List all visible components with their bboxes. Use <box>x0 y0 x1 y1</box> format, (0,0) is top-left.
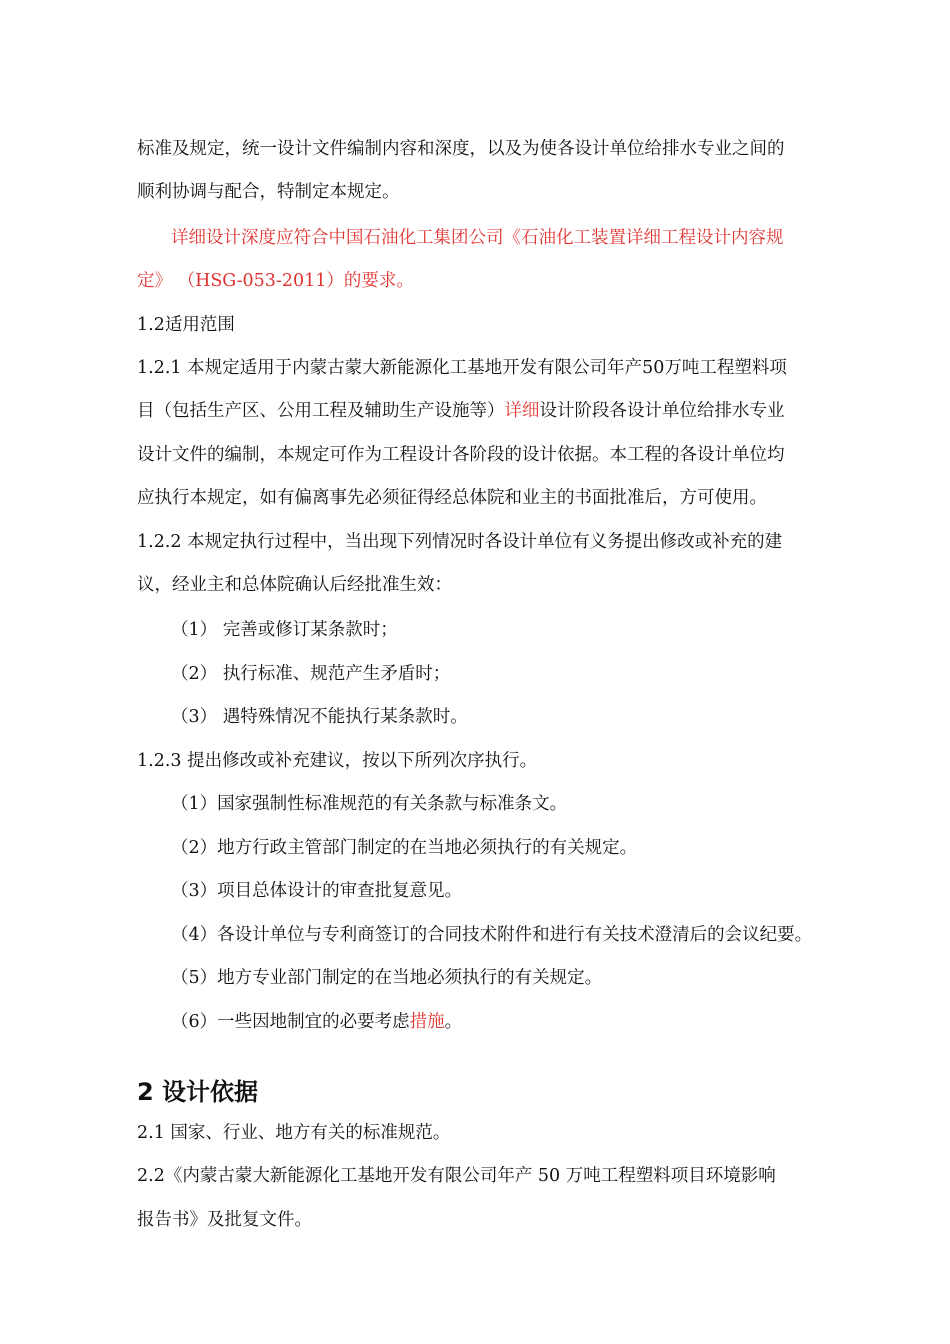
clause-line: 2.2《内蒙古蒙大新能源化工基地开发有限公司年产 50 万吨工程塑料项目环境影响 <box>137 1166 776 1186</box>
clause-line <box>137 399 785 423</box>
clause-text: 设计阶段各设计单位给排水专业 <box>539 401 785 421</box>
list-item: （3）项目总体设计的审查批复意见。 <box>171 881 463 901</box>
highlight-text: 详细 <box>504 401 540 421</box>
list-item-text: 。 <box>444 1012 463 1032</box>
clause-line: 2.1 国家、行业、地方有关的标准规范。 <box>137 1123 451 1143</box>
requirement-line: 详细设计深度应符合中国石油化工集团公司《石油化工装置详细工程设计内容规 <box>171 228 784 248</box>
list-item <box>171 1010 462 1034</box>
clause-line: 1.2.1 本规定适用于内蒙古蒙大新能源化工基地开发有限公司年产50万吨工程塑料项 <box>137 358 787 378</box>
list-item: （5）地方专业部门制定的在当地必须执行的有关规定。 <box>171 968 603 988</box>
paragraph-line: 标准及规定，统一设计文件编制内容和深度，以及为使各设计单位给排水专业之间的 <box>137 139 785 159</box>
list-item-text: （6）一些因地制宜的必要考虑 <box>171 1012 410 1032</box>
clause-line: 应执行本规定，如有偏离事先必须征得经总体院和业主的书面批准后，方可使用。 <box>137 488 767 508</box>
list-item: （2）地方行政主管部门制定的在当地必须执行的有关规定。 <box>171 838 638 858</box>
clause-line: 1.2.2 本规定执行过程中，当出现下列情况时各设计单位有义务提出修改或补充的建 <box>137 532 783 552</box>
clause-text: 目（包括生产区、公用工程及辅助生产设施等） <box>137 401 505 421</box>
requirement-line: 定》 （HSG-053-2011）的要求。 <box>137 271 414 291</box>
clause-line: 议，经业主和总体院确认后经批准生效： <box>137 575 452 595</box>
clause-line: 报告书》及批复文件。 <box>137 1210 312 1230</box>
highlight-text: 措施 <box>409 1012 445 1032</box>
section-title: 1.2适用范围 <box>137 315 235 335</box>
list-item: （3） 遇特殊情况不能执行某条款时。 <box>171 707 468 727</box>
list-item: （4）各设计单位与专利商签订的合同技术附件和进行有关技术澄清后的会议纪要。 <box>171 925 813 945</box>
clause-line: 设计文件的编制，本规定可作为工程设计各阶段的设计依据。本工程的各设计单位均 <box>137 445 785 465</box>
list-item: （2） 执行标准、规范产生矛盾时； <box>171 664 451 684</box>
list-item: （1）国家强制性标准规范的有关条款与标准条文。 <box>171 794 568 814</box>
paragraph-line: 顺利协调与配合，特制定本规定。 <box>137 182 400 202</box>
clause-line: 1.2.3 提出修改或补充建议，按以下所列次序执行。 <box>137 751 538 771</box>
list-item: （1） 完善或修订某条款时； <box>171 620 398 640</box>
chapter-heading: 2 设计依据 <box>137 1078 259 1106</box>
